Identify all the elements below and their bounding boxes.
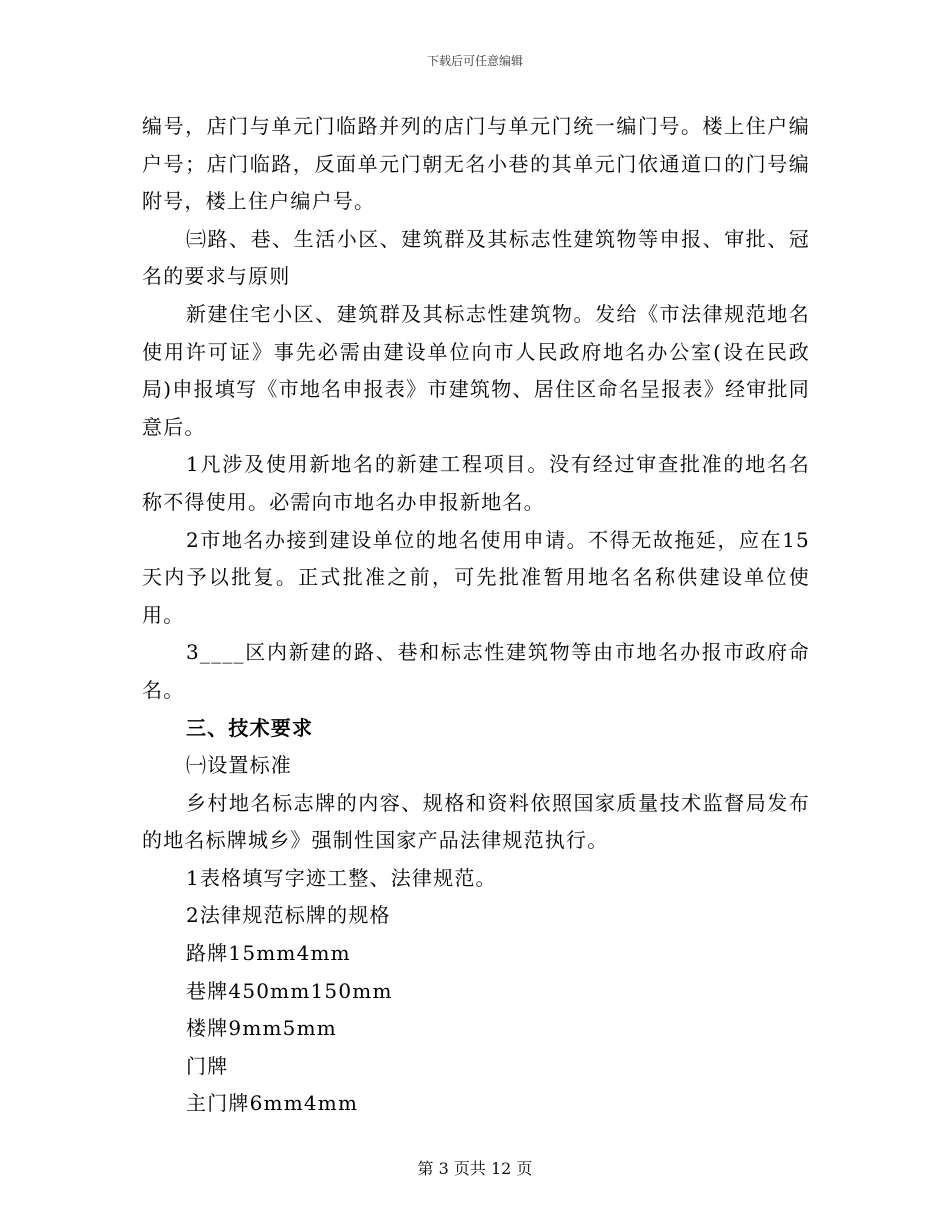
- document-body: [142, 108, 810, 1123]
- spec-line: 楼牌9mm5mm: [186, 1016, 337, 1041]
- page-header: 下载后可任意编辑: [426, 54, 523, 68]
- spec-line: 路牌15mm4mm: [186, 941, 351, 966]
- paragraph: 编号，店门与单元门临路并列的店门与单元门统一编门号。楼上住户编户号；店门临路，反面单元门朝无名小巷的其单元门依通道口的门号编附号，楼上住户编户号。: [142, 114, 810, 214]
- chapter-heading: 三、技术要求: [186, 715, 314, 740]
- list-item: 1凡涉及使用新地名的新建工程项目。没有经过审查批准的地名名称不得使用。必需向市地名办申报新地名。: [142, 452, 810, 514]
- spec-line: 主门牌6mm4mm: [186, 1091, 359, 1116]
- list-item: 3____区内新建的路、巷和标志性建筑物等由市地名办报市政府命名。: [142, 640, 810, 702]
- spec-line: 巷牌450mm150mm: [186, 978, 393, 1003]
- list-item: 1表格填写字迹工整、法律规范。: [186, 865, 497, 890]
- spec-line: 门牌: [186, 1053, 229, 1078]
- paragraph: 新建住宅小区、建筑群及其标志性建筑物。发给《市法律规范地名使用许可证》事先必需由建设单位向市人民政府地名办公室(设在民政局)申报填写《市地名申报表》市建筑物、居住区命名呈报表》经审批同意后。: [142, 301, 810, 439]
- section-heading: ㈢路、巷、生活小区、建筑群及其标志性建筑物等申报、审批、冠名的要求与原则: [142, 226, 810, 289]
- paragraph: 乡村地名标志牌的内容、规格和资料依照国家质量技术监督局发布的地名标牌城乡》强制性国家产品法律规范执行。: [142, 790, 810, 853]
- section-heading: ㈠设置标准: [186, 753, 292, 778]
- list-item: 2法律规范标牌的规格: [186, 903, 391, 928]
- list-item: 2市地名办接到建设单位的地名使用申请。不得无故拖延，应在15天内予以批复。正式批准之前，可先批准暂用地名名称供建设单位使用。: [142, 527, 810, 627]
- page-footer: 第 3 页共 12 页: [417, 1159, 533, 1178]
